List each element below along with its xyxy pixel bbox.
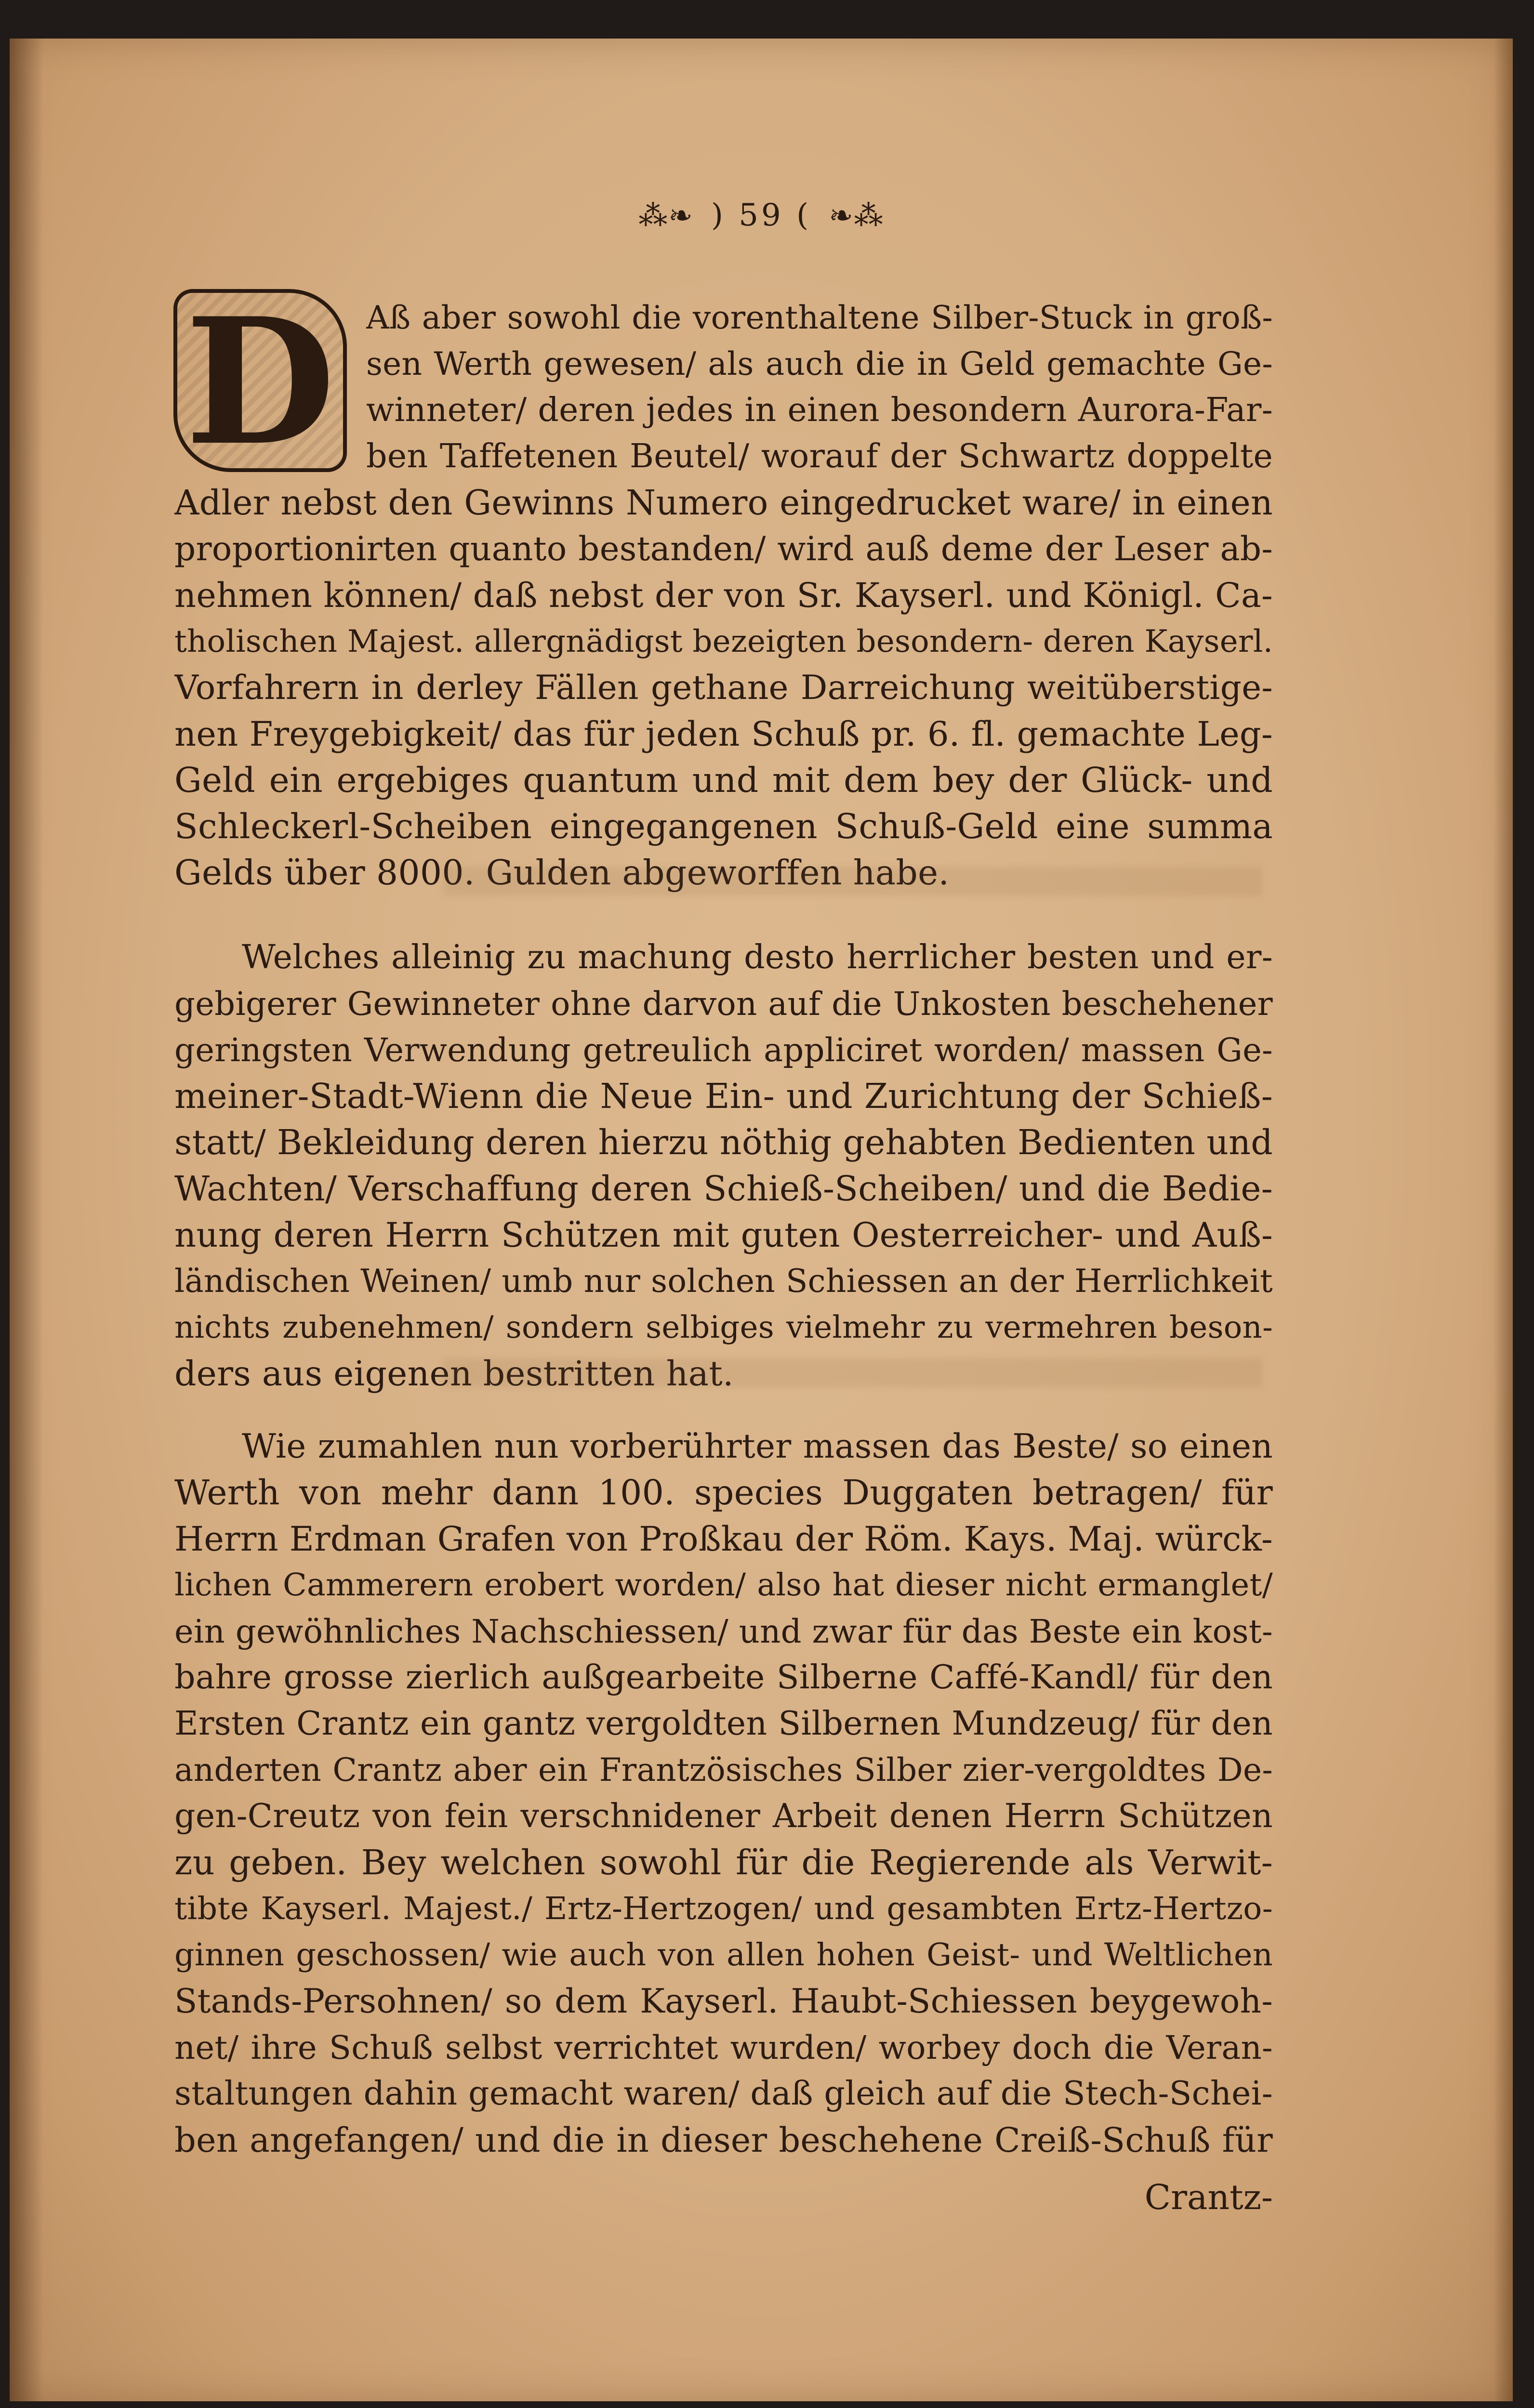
- text-line: Gelds über 8000. Gulden abgeworffen habe.: [174, 853, 950, 893]
- text-line: Aß aber sowohl die vorenthaltene Silber-Stuck in groß-: [366, 299, 1273, 336]
- text-line: ben angefangen/ und die in dieser beschehene Creiß-Schuß für: [174, 2120, 1273, 2160]
- text-line: ländischen Weinen/ umb nur solchen Schiessen an der Herrlichkeit: [174, 1263, 1273, 1300]
- text-line: ginnen geschossen/ wie auch von allen hohen Geist- und Weltlichen: [174, 1937, 1273, 1973]
- paragraph-2: [174, 934, 1273, 1397]
- text-line: ders aus eigenen bestritten hat.: [174, 1354, 734, 1394]
- text-line: Adler nebst den Gewinns Numero eingedrucket ware/ in einen: [174, 483, 1273, 523]
- text-line: zu geben. Bey welchen sowohl für die Regierende als Verwit-: [174, 1842, 1273, 1882]
- text-line: Werth von mehr dann 100. species Duggaten betragen/ für: [174, 1473, 1273, 1513]
- show-through-smudge: [443, 867, 1262, 896]
- text-line: Geld ein ergebiges quantum und mit dem bey der Glück- und: [174, 760, 1273, 800]
- text-line: Vorfahrern in derley Fällen gethane Darreichung weitüberstige-: [174, 669, 1273, 707]
- text-line: tibte Kayserl. Majest./ Ertz-Hertzogen/ und gesambten Ertz-Hertzo-: [174, 1891, 1273, 1927]
- text-line: ein gewöhnliches Nachschiessen/ und zwar für das Beste ein kost-: [174, 1613, 1273, 1650]
- text-line: Welches alleinig zu machung desto herrlicher besten und er-: [242, 938, 1273, 976]
- text-line: tholischen Majest. allergnädigst bezeigten besondern- deren Kayserl.: [174, 624, 1273, 659]
- text-line: lichen Cammerern erobert worden/ also hat dieser nicht ermanglet/: [174, 1567, 1273, 1603]
- text-line: nehmen können/ daß nebst der von Sr. Kayserl. und Königl. Ca-: [174, 576, 1273, 615]
- page-gutter-shadow: [10, 39, 43, 2401]
- text-line: gebigerer Gewinneter ohne darvon auf die Unkosten beschehener: [174, 985, 1273, 1023]
- text-line: anderten Crantz aber ein Frantzösisches Silber zier-vergoldtes De-: [174, 1751, 1273, 1789]
- text-line: ben Taffetenen Beutel/ worauf der Schwartz doppelte: [366, 437, 1273, 475]
- text-line: meiner-Stadt-Wienn die Neue Ein- und Zurichtung der Schieß-: [174, 1076, 1273, 1116]
- catchword: Crantz-: [1144, 2177, 1273, 2217]
- text-line: Ersten Crantz ein gantz vergoldten Silbernen Mundzeug/ für den: [174, 1705, 1273, 1743]
- text-line: nung deren Herrn Schützen mit guten Oesterreicher- und Auß-: [174, 1215, 1273, 1255]
- text-line: bahre grosse zierlich außgearbeite Silberne Caffé-Kandl/ für den: [174, 1658, 1273, 1697]
- text-line: staltungen dahin gemacht waren/ daß gleich auf die Stech-Schei-: [174, 2075, 1273, 2113]
- text-line: nen Freygebigkeit/ das für jeden Schuß pr. 6. fl. gemachte Leg-: [174, 714, 1273, 754]
- header-ornament-left-icon: ⁂❧: [638, 199, 694, 233]
- book-page: [10, 39, 1513, 2401]
- text-line: statt/ Bekleidung deren hierzu nöthig gehabten Bedienten und: [174, 1122, 1273, 1162]
- text-line: winneter/ deren jedes in einen besondern Aurora-Far-: [366, 391, 1273, 429]
- text-line: Wie zumahlen nun vorberührter massen das Beste/ so einen: [242, 1427, 1273, 1466]
- paragraph-1-lead: [366, 295, 1273, 480]
- paragraph-1: [174, 480, 1273, 896]
- text-line: proportionirten quanto bestanden/ wird auß deme der Leser ab-: [174, 530, 1273, 568]
- page-number: ) 59 (: [711, 197, 812, 233]
- paragraph-3: [174, 1423, 1273, 2163]
- text-line: nichts zubenehmen/ sondern selbiges vielmehr zu vermehren beson-: [174, 1310, 1273, 1345]
- text-line: gen-Creutz von fein verschnidener Arbeit denen Herrn Schützen: [174, 1797, 1273, 1835]
- show-through-smudge: [443, 1358, 1262, 1387]
- text-line: Herrn Erdman Grafen von Proßkau der Röm. Kays. Maj. würck-: [174, 1519, 1273, 1559]
- text-line: geringsten Verwendung getreulich appliciret worden/ massen Ge-: [174, 1031, 1273, 1069]
- text-line: net/ ihre Schuß selbst verrichtet wurden/ worbey doch die Veran-: [174, 2029, 1273, 2066]
- page-header: [10, 197, 1513, 233]
- text-line: sen Werth gewesen/ als auch die in Geld gemachte Ge-: [366, 345, 1273, 382]
- header-ornament-right-icon: ❧⁂: [829, 199, 884, 233]
- text-line: Wachten/ Verschaffung deren Schieß-Scheiben/ und die Bedie-: [174, 1169, 1273, 1209]
- page-edge-shadow: [1494, 39, 1513, 2401]
- text-line: Stands-Persohnen/ so dem Kayserl. Haubt-Schiessen beygewoh-: [174, 1982, 1273, 2021]
- text-line: Schleckerl-Scheiben eingegangenen Schuß-Geld eine summa: [174, 806, 1273, 846]
- drop-cap-initial: D: [173, 289, 347, 472]
